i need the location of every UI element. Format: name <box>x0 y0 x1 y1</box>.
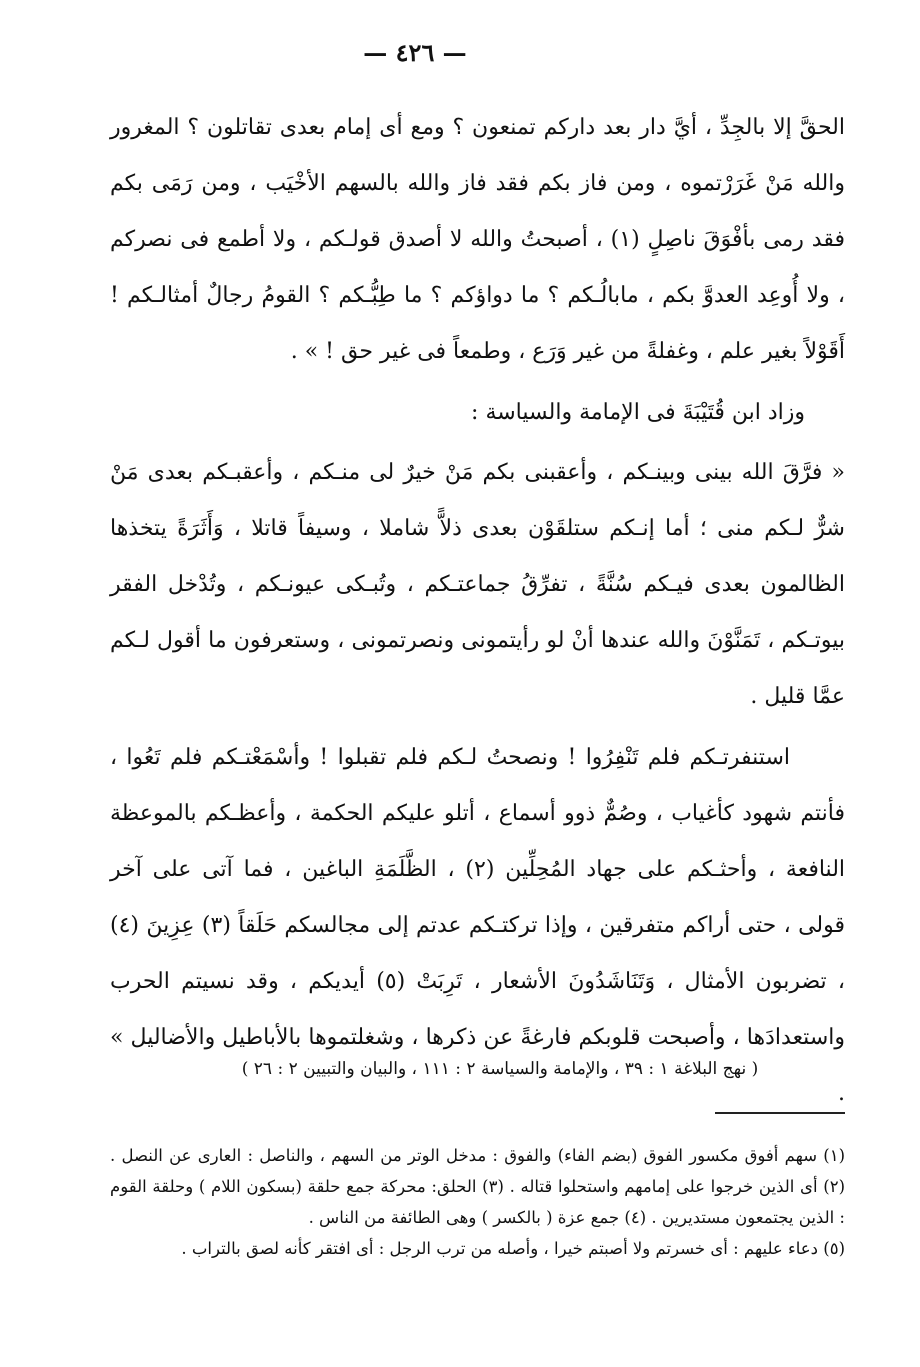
paragraph-continuation: الحقَّ إلا بالجِدِّ ، أيَّ دار بعد داركم تمنعون ؟ ومع أى إمام بعدى تقاتلون ؟ المغرور والله مَنْ غَرَرْتموه ، ومن فاز بكم فقد فاز والله بالسهم الأخْيَب ، ومن رَمَى بكم فقد رمى بأفْوَقَ ناصِلٍ (١) ، أصبحتُ والله لا أصدق قولـكم ، ولا أطمع فى نصركم ، ولا أُوعِد العدوَّ بكم ، مابالُـكم ؟ ما دواؤكم ؟ ما طِبُّـكم ؟ القومُ رجالٌ أمثالـكم ! أَقَوْلاً بغير علم ، وغفلةً من غير وَرَع ، وطمعاً فى غير حق ! » . <box>110 115 845 364</box>
footnote-divider <box>715 1112 845 1114</box>
source-citation: ( نهج البلاغة ١ : ٣٩ ، والإمامة والسياسة ٢ : ١١١ ، والبيان والتبيين ٢ : ٢٦ ) <box>241 1059 759 1079</box>
footnote-block: (١) سهم أفوق مكسور الفوق (بضم الفاء) والفوق : مدخل الوتر من السهم ، والناصل : العارى عن النصل . (٢) أى الذين خرجوا على إمامهم واستحلوا قتاله . (٣) الحلق: محركة جمع حلقة (بسكون اللام ) وحلقة القوم : الذين يجتمعون مستديرين . (٤) جمع عزة ( بالكسر ) وهى الطائفة من الناس . <box>110 1146 845 1227</box>
footnotes <box>110 1140 845 1264</box>
footnote-block: (٥) دعاء عليهم : أى خسرتم ولا أصبتم خيرا ، وأصله من ترب الرجل : أى افتقر كأنه لصق بالتراب . <box>181 1239 845 1258</box>
paragraph-quote-text: استنفرتـكم فلم تَنْفِرُوا ! ونصحتُ لـكم فلم تقبلوا ! وأسْمَعْتـكم فلم تَعُوا ، فأنتم شهود كأغياب ، وصُمٌّ ذوو أسماع ، أتلو عليكم الحكمة ، وأعظـكم بالموعظة النافعة ، وأحثـكم على جهاد المُحِلِّين (٢) ، الظَّلَمَةِ الباغين ، فما آتى على آخر قولى ، حتى أراكم متفرقين ، وإذا تركتـكم عدتم إلى مجالسكم حَلَقاً (٣) عِزِينَ (٤) ، تضربون الأمثال ، وَتَنَاشَدُونَ الأشعار ، تَرِبَتْ (٥) أيديكم ، وقد نسيتم الحرب واستعدادَها ، وأصبحت قلوبكم فارغةً عن ذكرها ، وشغلتموها بالأباطيل والأضاليل » . <box>110 745 846 1106</box>
page-number: — ٤٢٦ — <box>363 38 467 67</box>
paragraph-source-intro: وزاد ابن قُتَيْبَةَ فى الإمامة والسياسة : <box>471 400 805 425</box>
paragraph-quote-start: « فرَّقَ الله بينى وبينـكم ، وأعقبنى بكم مَنْ خيرٌ لى منـكم ، وأعقبـكم بعدى مَنْ شرٌّ لـكم منى ؛ أما إنـكم ستلقَوْن بعدى ذلاًّ شاملا ، وسيفاً قاتلا ، وَأَثَرَةً يتخذها الظالمون بعدى فيـكم سُنَّةً ، تفرِّقُ جماعتـكم ، وتُبـكى عيونـكم ، وتُدْخل الفقر بيوتـكم ، تَمَنَّوْنَ والله عندها أنْ لو رأيتمونى ونصرتمونى ، وستعرفون ما أقول لـكم عمَّا قليل . <box>110 460 845 709</box>
